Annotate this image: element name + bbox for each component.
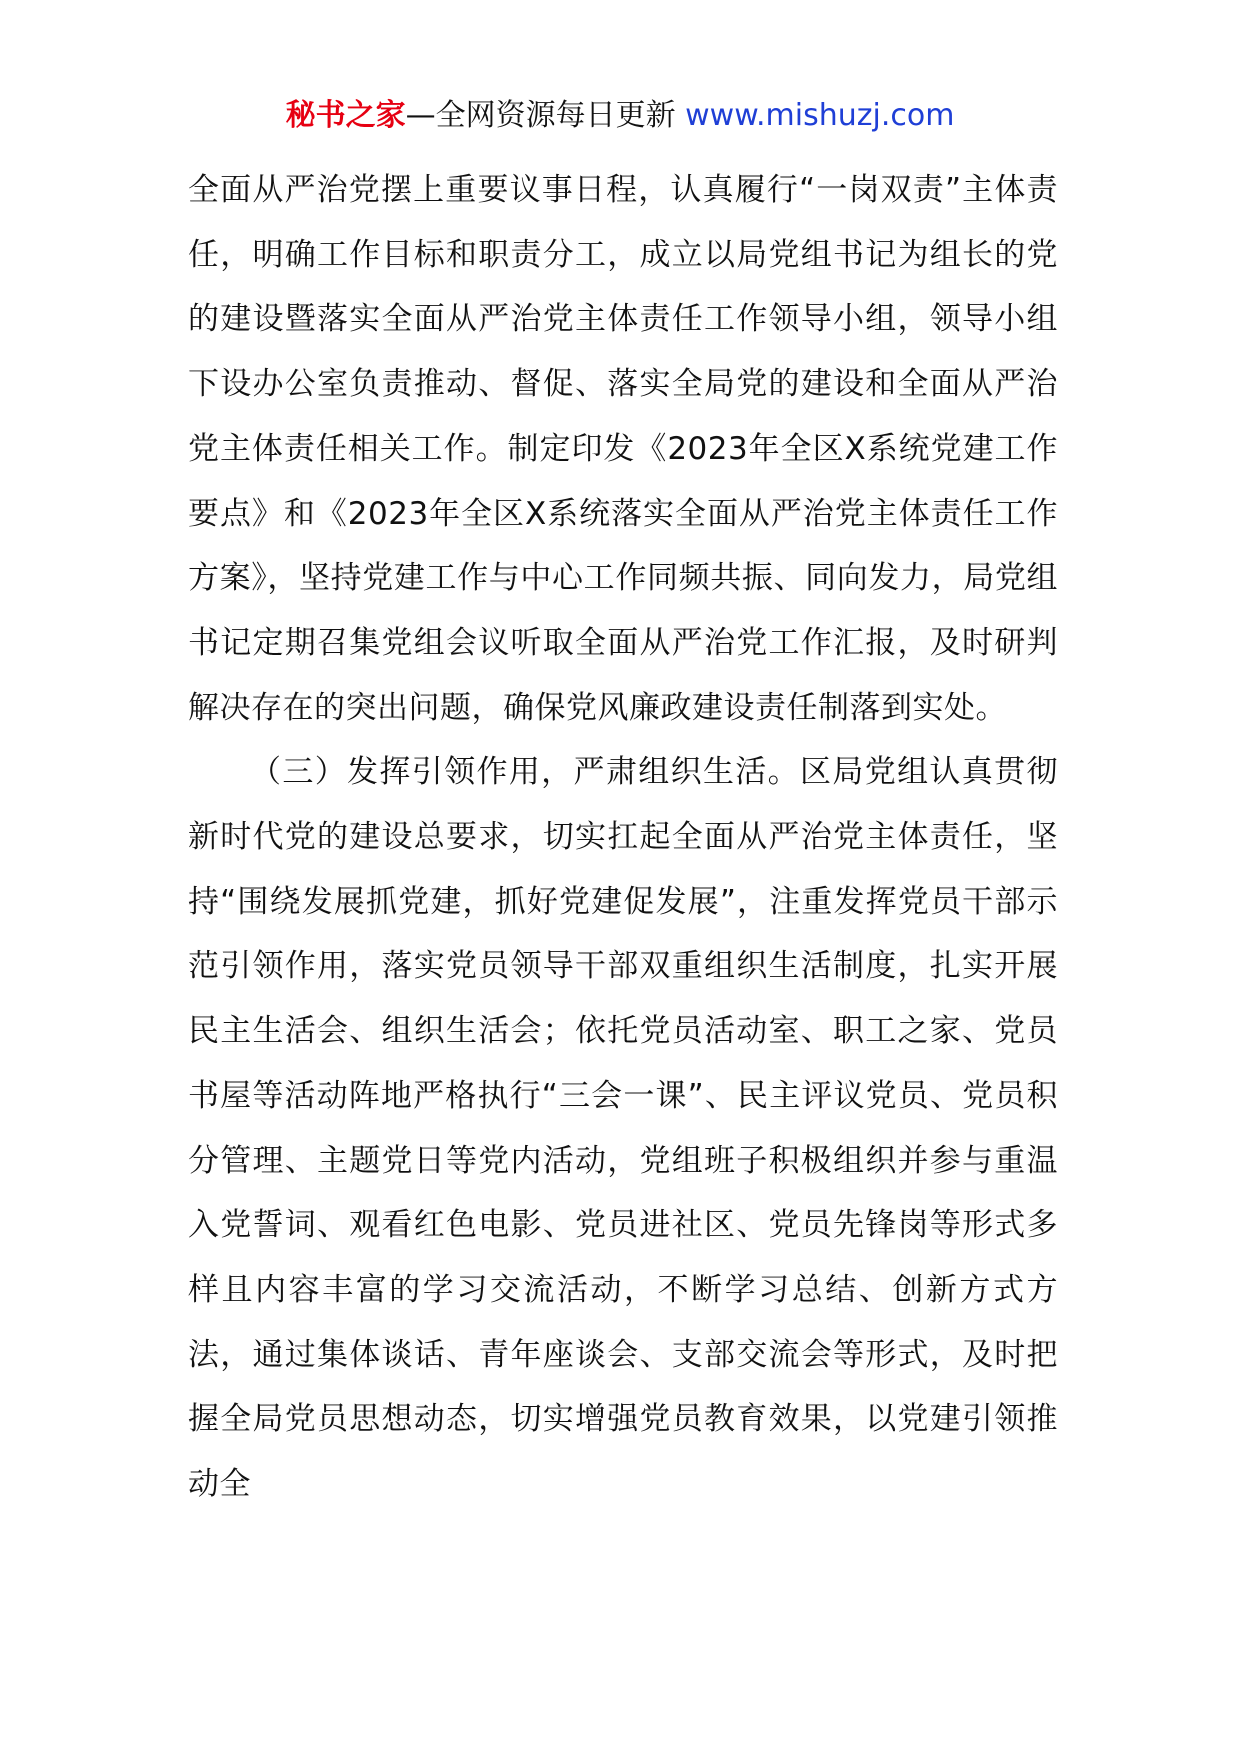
paragraph-section-three: （三）发挥引领作用，严肃组织生活。区局党组认真贯彻新时代党的建设总要求，切实扛起全面从严治党主体责任，坚持“围绕发展抓党建，抓好党建促发展”，注重发挥党员干部示范引领作用，落实党员领导干部双重组织生活制度，扎实开展民主生活会、组织生活会；依托党员活动室、职工之家、党员书屋等活动阵地严格执行“三会一课”、民主评议党员、党员积分管理、主题党日等党内活动，党组班子积极组织并参与重温入党誓词、观看红色电影、党员进社区、党员先锋岗等形式多样且内容丰富的学习交流活动，不断学习总结、创新方式方法，通过集体谈话、青年座谈会、支部交流会等形式，及时把握全局党员思想动态，切实增强党员教育效果，以党建引领推动全: [188, 754, 1058, 1503]
paragraph-continued: 全面从严治党摆上重要议事日程，认真履行“一岗双责”主体责任，明确工作目标和职责分工，成立以局党组书记为组长的党的建设暨落实全面从严治党主体责任工作领导小组，领导小组下设办公室负责推动、督促、落实全局党的建设和全面从严治党主体责任相关工作。制定印发《2023年全区X系统党建工作要点》和《2023年全区X系统落实全面从严治党主体责任工作方案》，坚持党建工作与中心工作同频共振、同向发力，局党组书记定期召集党组会议听取全面从严治党工作汇报，及时研判解决存在的突出问题，确保党风廉政建设责任制落到实处。: [188, 172, 1058, 726]
page-header: [0, 96, 1240, 136]
header-url-link[interactable]: www.mishuzj.com: [685, 98, 955, 133]
document-body: [188, 158, 1058, 1517]
header-brand: 秘书之家: [285, 98, 406, 133]
header-slogan: —全网资源每日更新: [405, 98, 676, 133]
